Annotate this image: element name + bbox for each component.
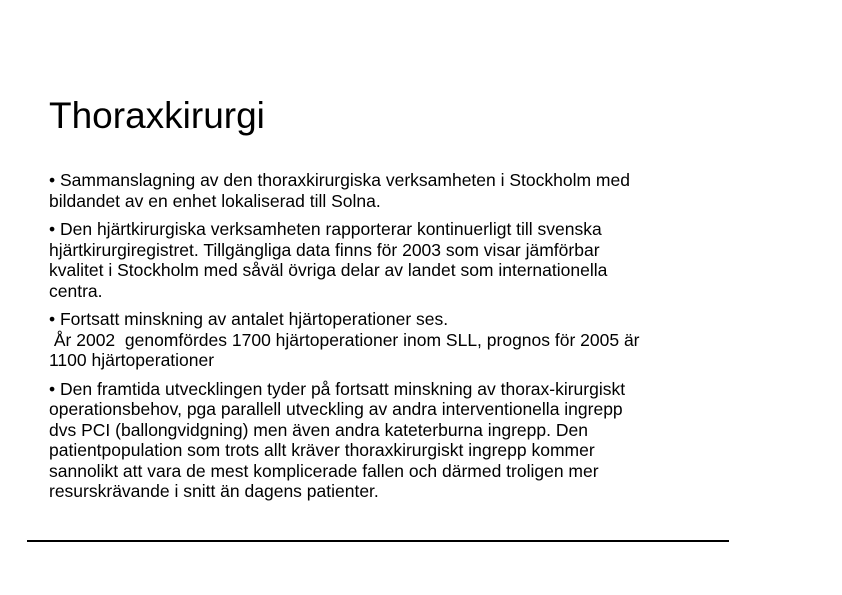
bullet-line: patientpopulation som trots allt kräver thoraxkirurgiskt ingrepp kommer: [49, 440, 595, 460]
bullet-line: operationsbehov, pga parallell utveckling av andra interventionella ingrepp: [49, 399, 623, 419]
bullet-line: 1100 hjärtoperationer: [49, 350, 215, 370]
bullet-merger: [49, 170, 789, 211]
bullet-line: dvs PCI (ballongvidgning) men även andra kateterburna ingrepp. Den: [49, 419, 588, 440]
bullet-line: År 2002 genomfördes 1700 hjärtoperationer inom SLL, prognos för 2005 är: [49, 329, 640, 350]
horizontal-rule: [27, 540, 729, 542]
bullet-line: hjärtkirurgiregistret. Tillgängliga data finns för 2003 som visar jämförbar: [49, 239, 600, 260]
bullet-future: [49, 379, 789, 502]
bullet-line: bildandet av en enhet lokaliserad till Solna.: [49, 190, 381, 211]
bullet-list: [49, 170, 789, 510]
bullet-operations: [49, 309, 789, 371]
bullet-line: centra.: [49, 280, 103, 301]
bullet-line: • Sammanslagning av den thoraxkirurgiska verksamheten i Stockholm med: [49, 170, 630, 190]
slide-title: Thoraxkirurgi: [49, 95, 265, 136]
bullet-registry: [49, 219, 789, 301]
bullet-line: • Den hjärtkirurgiska verksamheten rapporterar kontinuerligt till svenska: [49, 219, 602, 239]
bullet-line: • Den framtida utvecklingen tyder på fortsatt minskning av thorax-kirurgiskt: [49, 378, 626, 399]
bullet-line: kvalitet i Stockholm med såväl övriga delar av landet som internationella: [49, 260, 608, 280]
bullet-line: resurskrävande i snitt än dagens patienter.: [49, 481, 379, 501]
bullet-line: sannolikt att vara de mest komplicerade fallen och därmed troligen mer: [49, 460, 599, 481]
bullet-line: • Fortsatt minskning av antalet hjärtoperationer ses.: [49, 309, 449, 329]
